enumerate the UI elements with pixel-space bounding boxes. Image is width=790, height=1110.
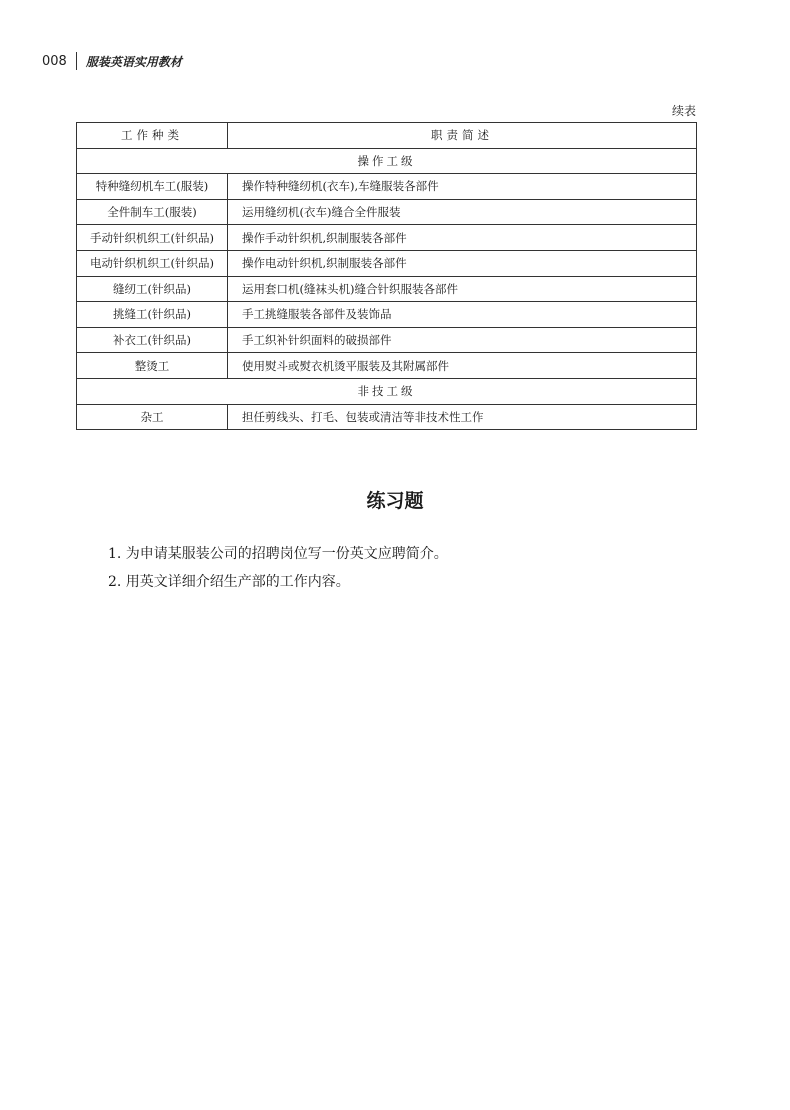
- duty-description-cell: 运用缝纫机(衣车)缝合全件服装: [228, 199, 697, 225]
- exercises-heading: 练习题: [366, 490, 424, 512]
- table-row: [77, 199, 697, 225]
- running-header: [42, 50, 182, 72]
- job-type-cell: 整烫工: [77, 353, 228, 379]
- duty-description-cell: 手工挑缝服装各部件及装饰品: [228, 302, 697, 328]
- duty-description-cell: 操作手动针织机,织制服装各部件: [228, 225, 697, 251]
- duty-description-cell: 手工织补针织面料的破损部件: [228, 327, 697, 353]
- table-row: [77, 174, 697, 200]
- section-title: 非技工级: [77, 378, 697, 404]
- job-type-cell: 缝纫工(针织品): [77, 276, 228, 302]
- job-type-cell: 补衣工(针织品): [77, 327, 228, 353]
- header-divider: [76, 52, 77, 70]
- job-type-cell: 杂工: [77, 404, 228, 430]
- table-row: [77, 250, 697, 276]
- job-type-cell: 手动针织机织工(针织品): [77, 225, 228, 251]
- duty-description-cell: 运用套口机(缝袜头机)缝合针织服装各部件: [228, 276, 697, 302]
- job-type-cell: 特种缝纫机车工(服装): [77, 174, 228, 200]
- section-row: [77, 148, 697, 174]
- section-row: [77, 378, 697, 404]
- table-row: [77, 302, 697, 328]
- exercise-item: 2. 用英文详细介绍生产部的工作内容。: [108, 574, 350, 590]
- duty-description-cell: 操作电动针织机,织制服装各部件: [228, 250, 697, 276]
- table-row: [77, 276, 697, 302]
- job-duties-table: [76, 122, 697, 430]
- section-title: 操作工级: [77, 148, 697, 174]
- duty-description-cell: 使用熨斗或熨衣机烫平服装及其附属部件: [228, 353, 697, 379]
- table-row: [77, 327, 697, 353]
- table-header-row: [77, 123, 697, 149]
- duty-description-cell: 担任剪线头、打毛、包装或清洁等非技术性工作: [228, 404, 697, 430]
- table-continued-label: 续表: [671, 104, 696, 118]
- column-header-duties: 职责简述: [228, 123, 697, 149]
- column-header-job-type: 工作种类: [77, 123, 228, 149]
- job-type-cell: 电动针织机织工(针织品): [77, 250, 228, 276]
- exercise-list: [108, 540, 448, 596]
- book-title: 服装英语实用教材: [85, 54, 182, 69]
- exercise-item: 1. 为申请某服装公司的招聘岗位写一份英文应聘简介。: [108, 546, 448, 562]
- job-type-cell: 挑缝工(针织品): [77, 302, 228, 328]
- page-number: 008: [42, 53, 67, 69]
- table-row: [77, 353, 697, 379]
- job-type-cell: 全件制车工(服装): [77, 199, 228, 225]
- duty-description-cell: 操作特种缝纫机(衣车),车缝服装各部件: [228, 174, 697, 200]
- table-row: [77, 404, 697, 430]
- table-row: [77, 225, 697, 251]
